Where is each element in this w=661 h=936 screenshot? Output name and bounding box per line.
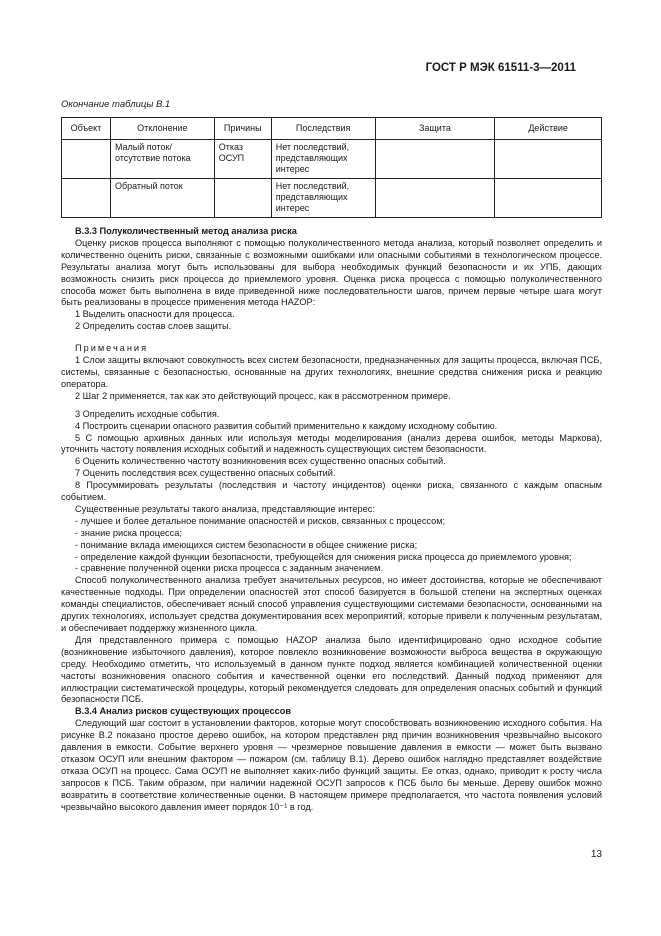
table-cell: Отказ ОСУП bbox=[214, 140, 271, 179]
table-row bbox=[62, 140, 602, 179]
table-caption: Окончание таблицы В.1 bbox=[61, 99, 171, 110]
document-code: ГОСТ Р МЭК 61511-3—2011 bbox=[425, 62, 576, 74]
table-cell bbox=[62, 140, 111, 179]
list-item: - сравнение полученной оценки риска процесса с заданным значением. bbox=[75, 563, 384, 574]
table-header-row bbox=[62, 118, 602, 140]
list-item: - определение каждой функции безопасности, требующейся для снижения риска процесса до приемлемого уровня; bbox=[75, 551, 572, 562]
list-item: - знание риска процесса; bbox=[75, 527, 182, 538]
step-item: 6 Оценить количественно частоту возникновения всех существенно опасных событий. bbox=[75, 456, 446, 467]
paragraph: Существенные результаты такого анализа, представляющие интерес: bbox=[75, 503, 375, 514]
col-header-consequences: Последствия bbox=[271, 118, 375, 140]
page-number: 13 bbox=[590, 849, 602, 860]
paragraph: Оценку рисков процесса выполняют с помощью полуколичественного метода анализа, который позволяет определить и количественно оценить риски, связанные с возможными ошибками или опасными событиями в технологическом процессе. Результаты анализа могут быть использованы для выбора необходимых функций безопасности и их УПБ, дающих возможность снизить риск процесса до приемлемого уровня. Оценка риска процесса с помощью полуколичественного способа может быть выполнена в виде приведенной ниже последовательности шагов, причем первые четыре шага могут быть реализованы в процессе применения метода HAZOP: bbox=[61, 237, 602, 308]
list-item: - лучшее и более детальное понимание опасностей и рисков, связанных с процессом; bbox=[75, 515, 446, 526]
table-cell: Обратный поток bbox=[110, 179, 214, 218]
table-row bbox=[62, 179, 602, 218]
notes-heading: Примечания bbox=[75, 343, 149, 354]
table-b1 bbox=[61, 117, 602, 218]
list-item: - понимание вклада имеющихся систем безопасности в общее снижение риска; bbox=[75, 539, 418, 550]
step-item: 4 Построить сценарии опасного развития событий применительно к каждому исходному событию. bbox=[75, 420, 498, 431]
paragraph: Следующий шаг состоит в установлении факторов, которые могут способствовать возникновению исходного события. На рисунке В.2 показано простое дерево ошибок, на котором представлен ряд причин возникновения чрезвычайно высокого давления в емкости. Событие верхнего уровня — чрезмерное повышение давления в емкости — может быть вызвано отказом ОСУП или внешним фактором — пожаром (см. таблицу В.1). Дерево ошибок наглядно представляет воздействие отказа ОСУП на процесс. Сама ОСУП не выполняет каких-либо функций защиты. Ее отказ, однако, приводит к росту числа запросов к ПСБ. Таким образом, при наличии надежной ОСУП запросов к ПСБ было бы меньше. Дереву ошибок можно возвратить в соответствие количественные оценки. В настоящем примере предполагается, что частота появления условий чрезвычайно высокого давления имеет порядок 10⁻¹ в год. bbox=[61, 718, 602, 812]
step-item: 5 С помощью архивных данных или используя методы моделирования (анализ дерева ошибок, методы Маркова), уточнить частоту появления исходных событий и надежность существующих систем безопасности. bbox=[61, 432, 602, 455]
section-heading-b34: В.3.4 Анализ рисков существующих процессов bbox=[75, 706, 291, 717]
table-cell bbox=[375, 140, 495, 179]
table-cell bbox=[495, 179, 602, 218]
col-header-action: Действие bbox=[495, 118, 602, 140]
paragraph: Способ полуколичественного анализа требует значительных ресурсов, но имеет достоинства, которые не обеспечивают качественные подходы. При определении опасностей этот способ базируется в большой степени на экспертных оценках команды специалистов, обеспечивает ясный способ управления существующими системами безопасности, основанными на других технологиях, использует средства документирования всех мероприятий, которые привели к полученным результатам, и обеспечивает поддержку жизненного цикла. bbox=[61, 575, 602, 633]
col-header-causes: Причины bbox=[214, 118, 271, 140]
note-item: 1 Слои защиты включают совокупность всех систем безопасности, предназначенных для защиты процесса, включая ПСБ, системы, связанные с безопасностью, основанные на других технологиях, внешние средства снижения риска и реакцию оператора. bbox=[61, 355, 602, 389]
paragraph: Для представленного примера с помощью HAZOP анализа было идентифицировано одно исходное событие (возникновение избыточного давления), которое повлекло возникновение возможности выброса вещества в окружающую среду. Необходимо отметить, что используемый в данном пункте подход является комбинацией количественной оценки частоты возникновения опасного события и качественной оценки его последствий. Данный подход применяют для иллюстрации систематической процедуры, который рекомендуется следовать для определения опасных событий и функций безопасности ПСБ. bbox=[61, 634, 602, 705]
step-item: 8 Просуммировать результаты (последствия и частоту инцидентов) оценки риска, связанного с каждым опасным событием. bbox=[61, 480, 602, 503]
note-item: 2 Шаг 2 применяется, так как это действующий процесс, как в рассмотренном примере. bbox=[75, 390, 451, 401]
table-cell bbox=[375, 179, 495, 218]
col-header-object: Объект bbox=[62, 118, 111, 140]
col-header-protection: Защита bbox=[375, 118, 495, 140]
document-body bbox=[61, 226, 602, 814]
table-cell bbox=[62, 179, 111, 218]
step-item: 3 Определить исходные события. bbox=[75, 408, 220, 419]
table-cell bbox=[495, 140, 602, 179]
col-header-deviation: Отклонение bbox=[110, 118, 214, 140]
table-cell: Нет последствий, представляющих интерес bbox=[271, 179, 375, 218]
table-cell: Нет последствий, представляющих интерес bbox=[271, 140, 375, 179]
table-cell bbox=[214, 179, 271, 218]
step-item: 7 Оценить последствия всех существенно опасных событий. bbox=[75, 468, 336, 479]
step-item: 1 Выделить опасности для процесса. bbox=[75, 309, 235, 320]
table-cell: Малый поток/ отсутствие потока bbox=[110, 140, 214, 179]
step-item: 2 Определить состав слоев защиты. bbox=[75, 321, 232, 332]
section-heading-b33: В.3.3 Полуколичественный метод анализа риска bbox=[75, 226, 297, 236]
